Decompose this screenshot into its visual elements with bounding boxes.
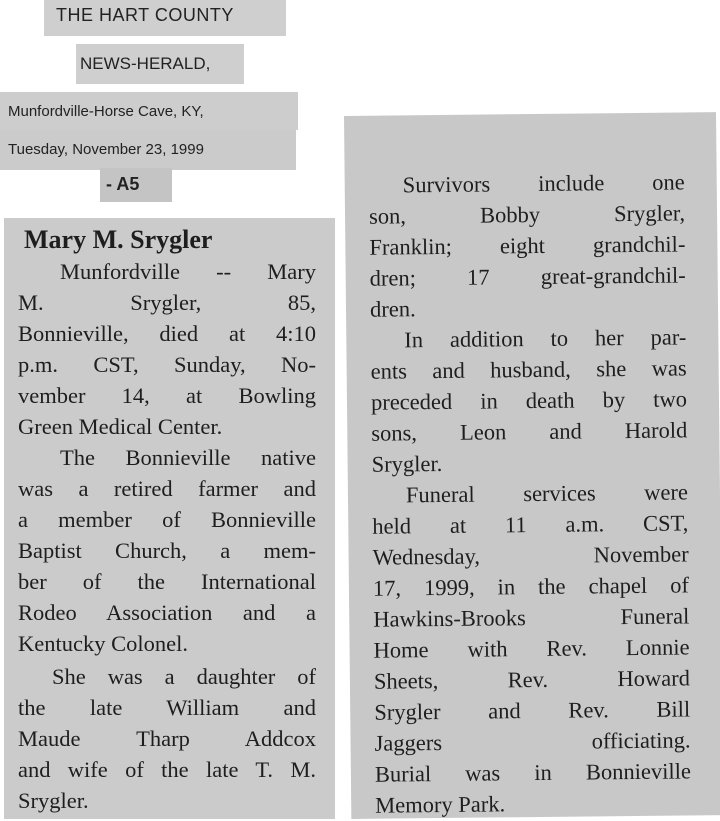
newspaper-title-clipping (44, 0, 286, 36)
col1-line: the late William and (18, 695, 316, 720)
col1-line: was a retired farmer and (18, 476, 316, 501)
col1-line: and wife of the late T. M. (18, 757, 316, 782)
col2-line: Jaggers officiating. (374, 727, 691, 756)
col2-line: Survivors include one (402, 169, 685, 198)
newspaper-name-clipping (76, 44, 244, 84)
newspaper-title: THE HART COUNTY (56, 5, 234, 25)
col2-line: Franklin; eight grandchil- (369, 231, 686, 260)
newspaper-location: Munfordville-Horse Cave, KY, (8, 103, 204, 120)
col1-line: Baptist Church, a mem- (18, 538, 316, 563)
page-number-clipping (100, 168, 172, 202)
col2-line: Funeral services were (405, 479, 689, 508)
col2-line: ents and husband, she was (370, 355, 687, 384)
col2-line: son, Bobby Srygler, (368, 200, 686, 229)
col1-line: ber of the International (18, 569, 316, 594)
page-number: - A5 (106, 174, 140, 194)
col2-line: Srygler and Rev. Bill (374, 696, 691, 725)
publication-date: Tuesday, November 23, 1999 (8, 141, 204, 158)
col1-line: M. Srygler, 85, (18, 290, 316, 315)
col2-line: Hawkins-Brooks Funeral (373, 603, 690, 632)
col2-line: Memory Park. (375, 791, 506, 818)
col2-line: In addition to her par- (404, 324, 687, 353)
obituary-title: Mary M. Srygler (24, 225, 213, 254)
col2-line: Home with Rev. Lonnie (373, 634, 690, 663)
col1-line: vember 14, at Bowling (18, 383, 316, 408)
col1-line: Bonnieville, died at 4:10 (18, 321, 316, 346)
col1-line: Rodeo Association and a (18, 600, 316, 625)
col2-line: dren. (369, 296, 416, 322)
col2-line: dren; 17 great-grandchil- (369, 262, 686, 291)
date-clipping (0, 130, 296, 170)
col1-line: Srygler. (18, 788, 89, 813)
newspaper-name: NEWS-HERALD, (80, 54, 211, 73)
col1-line: Maude Tharp Addcox (18, 726, 316, 751)
col2-line: 17, 1999, in the chapel of (372, 572, 690, 601)
col2-line: held at 11 a.m. CST, (372, 510, 689, 539)
location-clipping (0, 92, 298, 130)
col2-line: Srygler. (371, 450, 443, 477)
obituary-column-1 (4, 218, 335, 819)
col2-line: Sheets, Rev. Howard (373, 665, 691, 694)
col1-line: Munfordville -- Mary (60, 259, 316, 284)
col1-line: She was a daughter of (52, 664, 316, 689)
col1-line: The Bonnieville native (60, 445, 316, 470)
col2-line: preceded in death by two (370, 386, 688, 415)
col1-line: p.m. CST, Sunday, No- (18, 352, 316, 377)
col2-line: Wednesday, November (372, 541, 689, 570)
obituary-column-2 (344, 112, 720, 819)
col1-line: Kentucky Colonel. (18, 631, 188, 656)
col1-line: Green Medical Center. (18, 414, 223, 439)
col1-line: a member of Bonnieville (18, 507, 316, 532)
col2-line: Burial was in Bonnieville (374, 758, 692, 787)
col2-line: sons, Leon and Harold (371, 417, 688, 446)
